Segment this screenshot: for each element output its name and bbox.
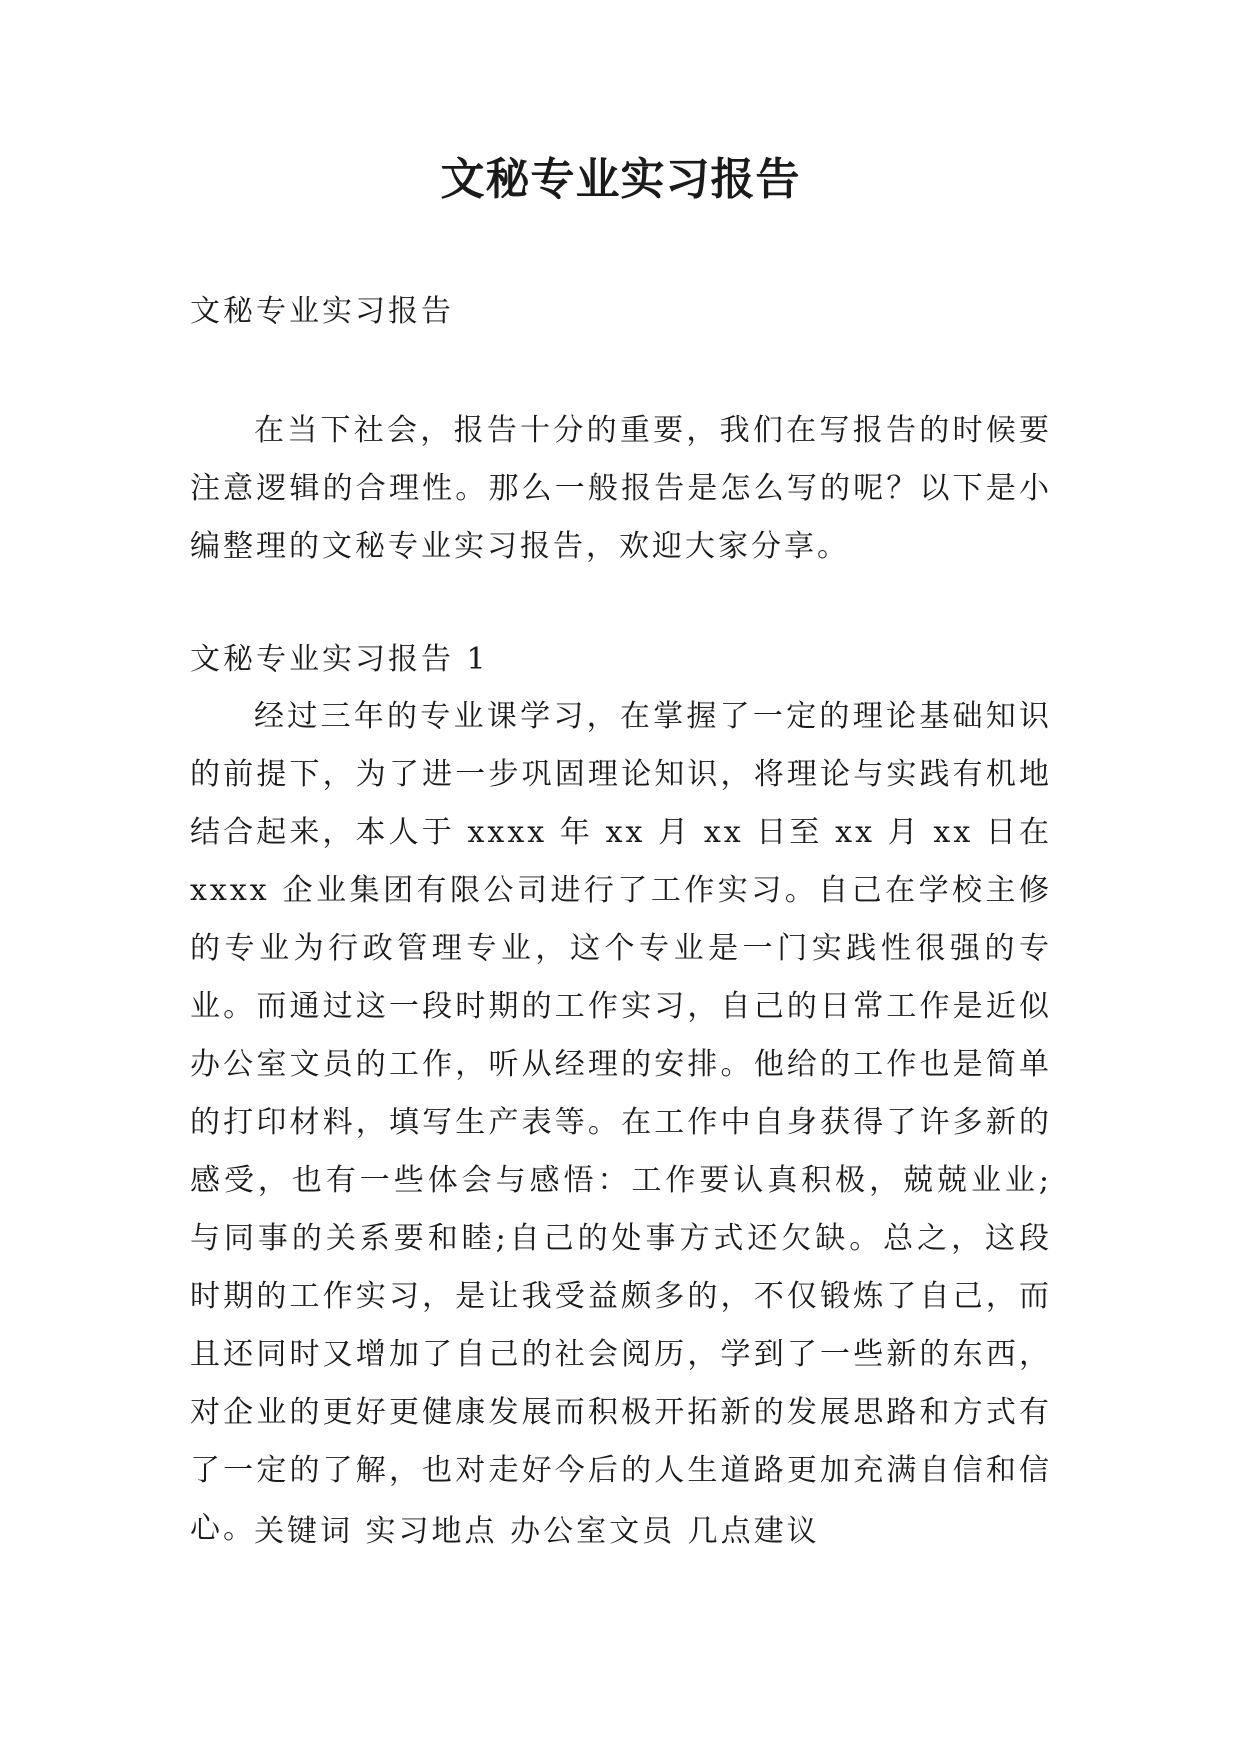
- section-heading: 文秘专业实习报告 1: [190, 642, 489, 677]
- document-subtitle: 文秘专业实习报告: [190, 294, 454, 329]
- intro-paragraph: 在当下社会，报告十分的重要，我们在写报告的时候要注意逻辑的合理性。那么一般报告是怎么写的呢？以下是小编整理的文秘专业实习报告，欢迎大家分享。: [190, 413, 1052, 564]
- keywords-line: 关键词 实习地点 办公室文员 几点建议: [254, 1514, 820, 1549]
- document-title: 文秘专业实习报告: [440, 154, 801, 205]
- body-paragraph: 经过三年的专业课学习，在掌握了一定的理论基础知识的前提下，为了进一步巩固理论知识，将理论与实践有机地结合起来，本人于 xxxx 年 xx 月 xx 日至 xx 月 xx 日在 xxxx 企业集团有限公司进行了工作实习。自己在学校主修的专业为行政管理专业，这个专业是一门实践性很强的专业。而通过这一段时期的工作实习，自己的日常工作是近似办公室文员的工作，听从经理的安排。他给的工作也是简单的打印材料，填写生产表等。在工作中自身获得了许多新的感受，也有一些体会与感悟：工作要认真积极，兢兢业业;与同事的关系要和睦;自己的处事方式还欠缺。总之，这段时期的工作实习，是让我受益颇多的，不仅锻炼了自己，而且还同时又增加了自己的社会阅历，学到了一些新的东西，对企业的更好更健康发展而积极开拓新的发展思路和方式有了一定的了解，也对走好今后的人生道路更加充满自信和信心。: [190, 699, 1052, 1546]
